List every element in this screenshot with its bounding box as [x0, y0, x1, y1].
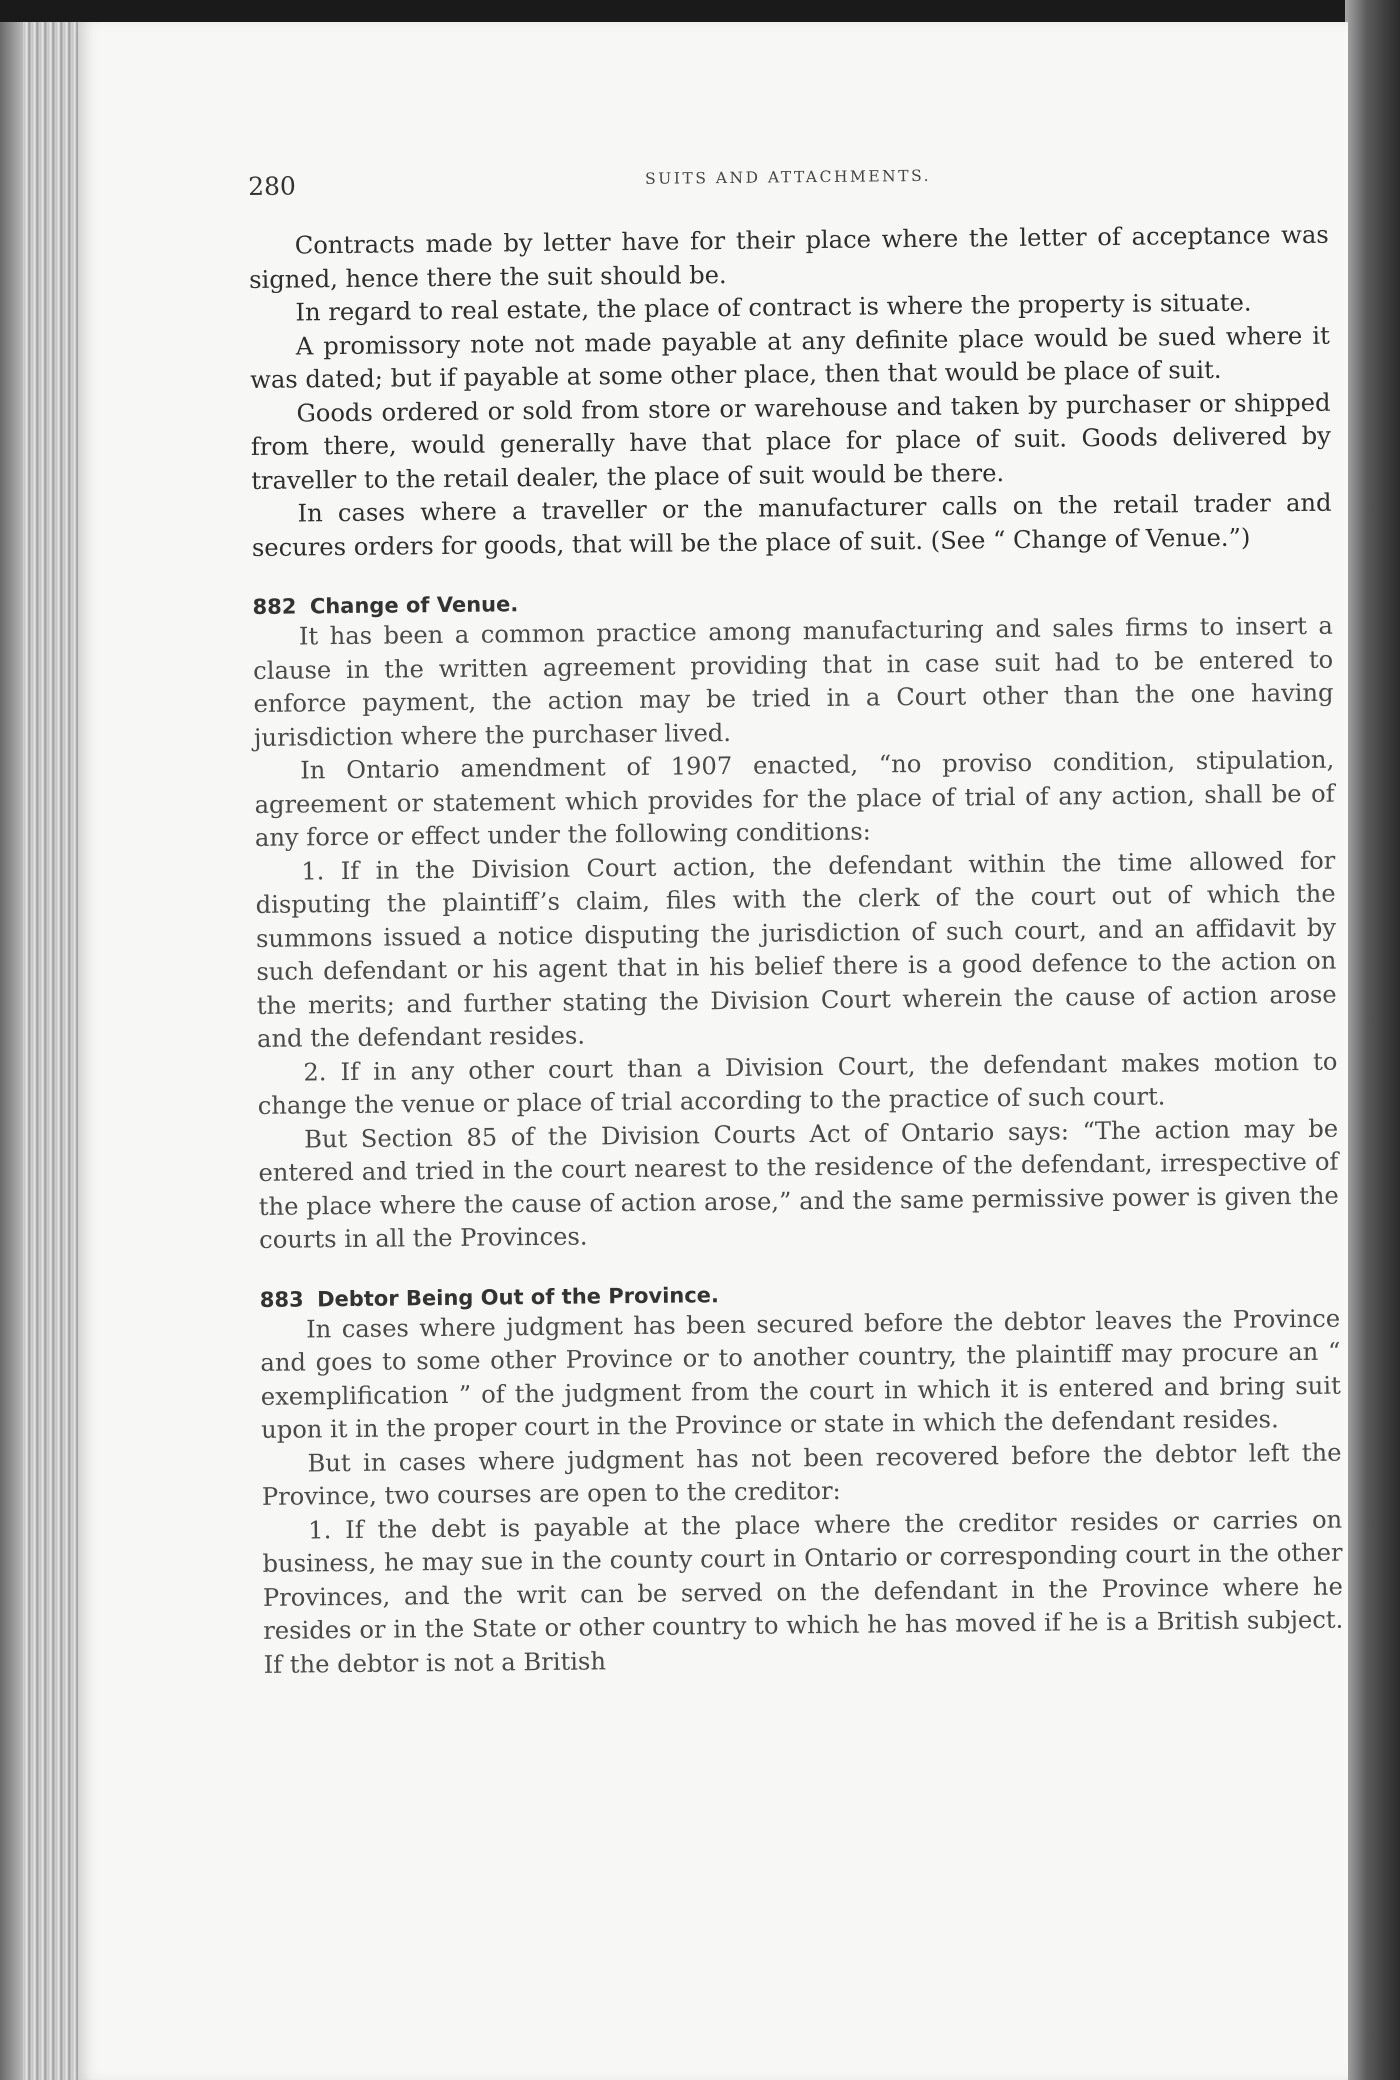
section-number: 882: [252, 594, 297, 619]
paragraph: Contracts made by letter have for their place where the letter of acceptance was signed, hence there the suit should be.: [248, 220, 1329, 294]
page-number: 280: [248, 171, 297, 201]
paragraph: In regard to real estate, the place of contract is where the property is situate.: [295, 288, 1252, 327]
paragraph: 1. If the debt is payable at the place where the creditor resides or carries on business, he may sue in the county court in Ontario or corresponding court in the other Provinces, and the writ can be served on the defendant in the Province where he resides or in the State or other country to which he has moved if he is a British subject. If the debtor is not a British: [262, 1505, 1344, 1679]
section-title: Debtor Being Out of the Province.: [316, 1282, 720, 1311]
running-head: SUITS AND ATTACHMENTS.: [645, 166, 932, 188]
paragraph: In cases where a traveller or the manufacturer calls on the retail trader and secures orders for goods, that will be the place of suit. (See “ Change of Venue.”): [251, 488, 1332, 562]
paragraph: In cases where judgment has been secured before the debtor leaves the Province and goes to some other Province or to another country, the plaintiff may procure an “ exemplification ” of the judgment from the court in which it is entered and bring suit upon it in the proper court in the Province or state in which the defendant resides.: [260, 1304, 1341, 1444]
paragraph: But in cases where judgment has not been recovered before the debtor left the Province, two courses are open to the creditor:: [261, 1438, 1342, 1511]
page-sheet: [78, 22, 1348, 2080]
paragraph: It has been a common practice among manufacturing and sales firms to insert a clause in the written agreement providing that in case suit had to be entered to enforce payment, the action may be tried in a Court other than the one having jurisdiction where the purchaser lived.: [253, 611, 1334, 752]
paragraph: In Ontario amendment of 1907 enacted, “no proviso condition, stipulation, agreement or statement which provides for the place of trial of any action, shall be of any force or effect under the following conditions:: [254, 745, 1335, 852]
page-right-shadow: [1345, 0, 1400, 2080]
page-content: [248, 161, 1344, 1682]
paragraph: 2. If in any other court than a Division Court, the defendant makes motion to change the venue or place of trial according to the practice of such court.: [257, 1047, 1338, 1120]
section-number: 883: [259, 1286, 304, 1312]
scan-top-edge: [0, 0, 1400, 22]
paragraph: Goods ordered or sold from store or warehouse and taken by purchaser or shipped from there, would generally have that place for place of suit. Goods delivered by traveller to the retail dealer, the place of suit would be there.: [250, 388, 1331, 495]
paragraph: 1. If in the Division Court action, the defendant within the time allowed for disputing the plaintiff’s claim, files with the clerk of the court out of which the summons issued a notice disputing the jurisdiction of such court, and an affidavit by such defendant or his agent that in his belief there is a good defence to the action on the merits; and further stating the Division Court wherein the cause of action arose and the defendant resides.: [255, 846, 1337, 1053]
section-title: Change of Venue.: [309, 592, 519, 619]
paragraph: A promissory note not made payable at any definite place would be sued where it was dated; but if payable at some other place, then that would be place of suit.: [250, 321, 1330, 394]
paragraph: But Section 85 of the Division Courts Act of Ontario says: “The action may be entered and tried in the court nearest to the residence of the defendant, irrespective of the place where the cause of action arose,” and the same permissive power is given the courts in all the Provinces.: [258, 1114, 1339, 1254]
spine-shadow: [0, 22, 22, 2080]
page-header: [248, 161, 1328, 212]
